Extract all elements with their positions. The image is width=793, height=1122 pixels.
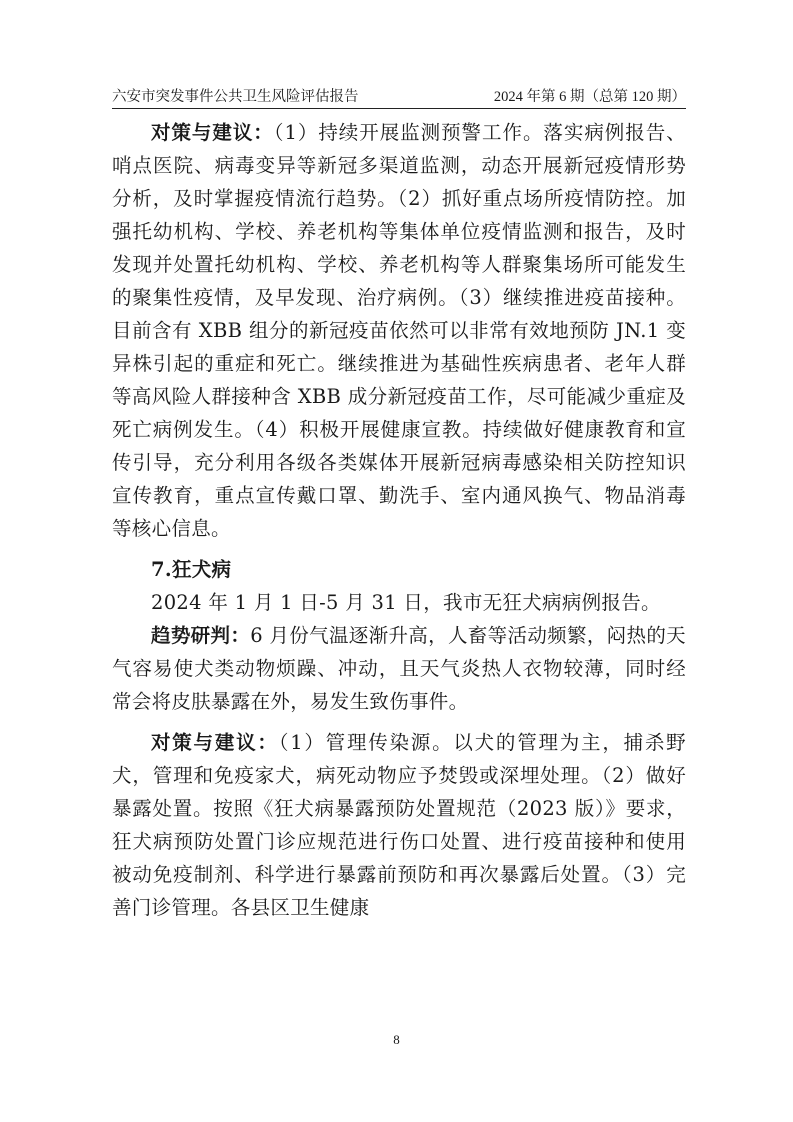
rabies-trend-paragraph xyxy=(112,619,686,718)
rabies-trend-text: 6 月份气温逐渐升高，人畜等活动频繁，闷热的天气容易使犬类动物烦躁、冲动，且天气炎热人衣物较薄，同时经常会将皮肤暴露在外，易发生致伤事件。 xyxy=(112,624,686,713)
rabies-summary-paragraph: 2024 年 1 月 1 日-5 月 31 日，我市无狂犬病病例报告。 xyxy=(151,591,661,614)
rabies-measures-label: 对策与建议： xyxy=(151,731,279,754)
rabies-measures-paragraph xyxy=(112,726,686,924)
issue-number: 2024 年第 6 期（总第 120 期） xyxy=(493,89,686,105)
page-header xyxy=(112,88,686,109)
page-number: 8 xyxy=(393,1032,400,1047)
covid-measures-text: （1）持续开展监测预警工作。落实病例报告、哨点医院、病毒变异等新冠多渠道监测，动态开展新冠疫情形势分析，及时掌握疫情流行趋势。（2）抓好重点场所疫情防控。加强托幼机构、学校、养老机构等集体单位疫情监测和报告，及时发现并处置托幼机构、学校、养老机构等人群聚集场所可能发生的聚集性疫情，及早发现、治疗病例。（3）继续推进疫苗接种。目前含有 XBB 组分的新冠疫苗依然可以非常有效地预防 JN.1 变异株引起的重症和死亡。继续推进为基础性疾病患者、老年人群等高风险人群接种含 XBB 成分新冠疫苗工作，尽可能减少重症及死亡病例发生。（4）积极开展健康宣教。持续做好健康教育和宣传引导，充分利用各级各类媒体开展新冠病毒感染相关防控知识宣传教育，重点宣传戴口罩、勤洗手、室内通风换气、物品消毒等核心信息。 xyxy=(112,121,686,540)
document-body xyxy=(112,116,686,924)
rabies-section-heading: 7.狂犬病 xyxy=(151,558,232,581)
covid-measures-label: 对策与建议： xyxy=(151,121,274,144)
report-title: 六安市突发事件公共卫生风险评估报告 xyxy=(112,89,359,105)
rabies-measures-text: （1）管理传染源。以犬的管理为主，捕杀野犬，管理和免疫家犬，病死动物应予焚毁或深埋处理。（2）做好暴露处置。按照《狂犬病暴露预防处置规范（2023 版）》要求，狂犬病预防处置门诊应规范进行伤口处置、进行疫苗接种和使用被动免疫制剂、科学进行暴露前预防和再次暴露后处置。（3）完善门诊管理。各县区卫生健康 xyxy=(112,731,686,919)
covid-measures-paragraph xyxy=(112,116,686,545)
rabies-trend-label: 趋势研判： xyxy=(151,624,251,647)
